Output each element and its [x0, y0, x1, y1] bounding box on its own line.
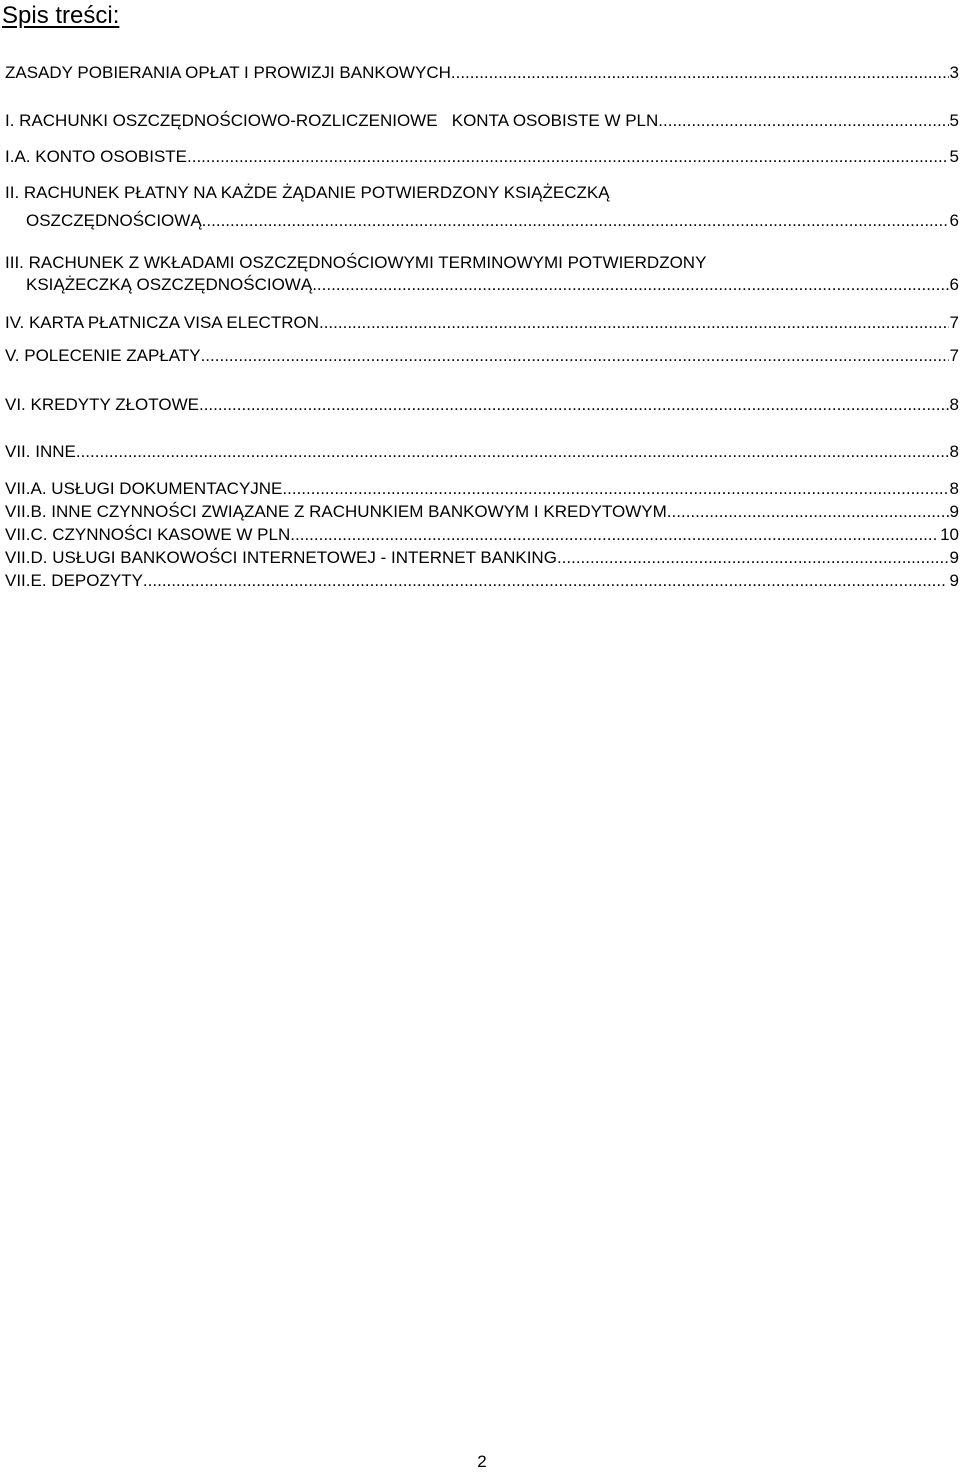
toc-entry[interactable] [5, 394, 959, 416]
toc-entry-page: 10 [940, 525, 959, 544]
toc-entry-first-line: II. RACHUNEK PŁATNY NA KAŻDE ŻĄDANIE POTWIERDZONY KSIĄŻECZKĄ [5, 183, 610, 202]
toc-entry[interactable] [5, 62, 959, 84]
toc-entry-page: 5 [949, 147, 959, 166]
toc-entry-label: VI. KREDYTY ZŁOTOWE [5, 395, 199, 414]
toc-dot-leader [282, 478, 948, 500]
toc-entry[interactable] [5, 441, 959, 463]
toc-entry[interactable] [5, 478, 959, 500]
toc-entry-page: 9 [949, 502, 959, 521]
toc-dot-leader [451, 62, 949, 84]
toc-entry-label: I.A. KONTO OSOBISTE [5, 147, 188, 166]
toc-entry-label: VII.E. DEPOZYTY [5, 571, 143, 590]
toc-entry-label: IV. KARTA PŁATNICZA VISA ELECTRON [5, 313, 319, 332]
toc-entry[interactable] [5, 547, 959, 569]
toc-entry-page: 8 [949, 442, 959, 461]
toc-entry-label: I. RACHUNKI OSZCZĘDNOŚCIOWO-ROZLICZENIOWE KONTA OSOBISTE W PLN [5, 111, 659, 130]
toc-dot-leader [557, 547, 949, 569]
toc-entry-page: 7 [949, 313, 959, 332]
toc-entry-page: 5 [949, 111, 959, 130]
toc-entry[interactable] [5, 570, 959, 592]
toc-entry-label: VII.B. INNE CZYNNOŚCI ZWIĄZANE Z RACHUNKIEM BANKOWYM I KREDYTOWYM [5, 502, 667, 521]
toc-entry[interactable] [5, 146, 959, 168]
toc-dot-leader [312, 274, 948, 296]
toc-entry-label: KSIĄŻECZKĄ OSZCZĘDNOŚCIOWĄ [26, 275, 313, 294]
toc-entry-page: 8 [949, 479, 959, 498]
toc-title: Spis treści: [2, 2, 120, 29]
toc-entry-page: 7 [949, 346, 959, 365]
toc-entry-page: 8 [949, 395, 959, 414]
footer-page-number: 2 [477, 1452, 487, 1471]
toc-entry-label: OSZCZĘDNOŚCIOWĄ [26, 211, 202, 230]
toc-entry-first-line: III. RACHUNEK Z WKŁADAMI OSZCZĘDNOŚCIOWYMI TERMINOWYMI POTWIERDZONY [5, 253, 707, 272]
toc-entry-label: VII. INNE [5, 442, 76, 461]
toc-entry[interactable] [5, 252, 959, 296]
toc-dot-leader [290, 524, 939, 546]
toc-entry[interactable] [5, 312, 959, 334]
toc-entry-page: 6 [949, 275, 959, 294]
toc-dot-leader [658, 110, 948, 132]
toc-dot-leader [187, 146, 949, 168]
toc-entry-page: 9 [949, 571, 959, 590]
toc-dot-leader [199, 394, 949, 416]
toc-entry[interactable] [5, 110, 959, 132]
toc-entry-page: 9 [949, 548, 959, 567]
toc-entry-page: 3 [949, 63, 959, 82]
toc-entry[interactable] [5, 524, 959, 546]
toc-entry[interactable] [5, 501, 959, 523]
toc-dot-leader [319, 312, 949, 334]
toc-dot-leader [667, 501, 949, 523]
toc-entry-label: VII.A. USŁUGI DOKUMENTACYJNE [5, 479, 283, 498]
toc-entry[interactable] [5, 345, 959, 367]
toc-dot-leader [76, 441, 949, 463]
toc-dot-leader [143, 570, 945, 592]
toc-entry-label: ZASADY POBIERANIA OPŁAT I PROWIZJI BANKOWYCH [5, 63, 451, 82]
toc-entry-label: VII.C. CZYNNOŚCI KASOWE W PLN [5, 525, 291, 544]
toc-dot-leader [201, 345, 949, 367]
toc-entry-label: V. POLECENIE ZAPŁATY [5, 346, 201, 365]
toc-entry-label: VII.D. USŁUGI BANKOWOŚCI INTERNETOWEJ - INTERNET BANKING [5, 548, 557, 567]
toc-entry[interactable] [5, 182, 959, 232]
toc-entry-page: 6 [949, 211, 959, 230]
toc-dot-leader [202, 210, 949, 232]
